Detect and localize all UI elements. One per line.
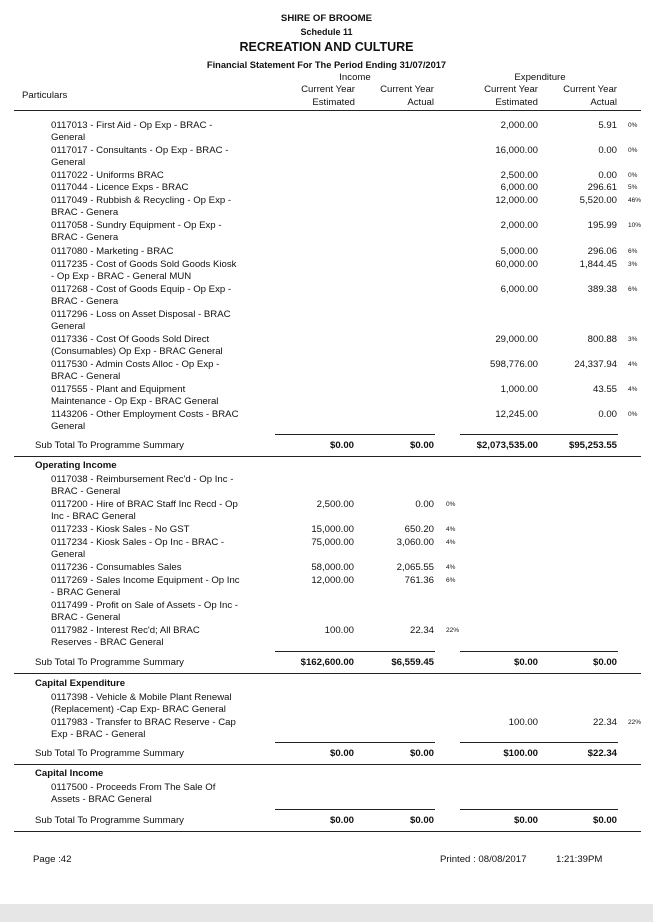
account-description: 0117044 - Licence Exps - BRAC xyxy=(51,182,189,193)
account-description: 0117982 - Interest Rec'd; All BRAC xyxy=(51,625,200,636)
expenditure-actual-value: 389.38 xyxy=(587,284,617,295)
org-name: SHIRE OF BROOME xyxy=(280,13,373,24)
income-estimated-value: 100.00 xyxy=(324,625,354,636)
subtotal-income-estimated: $162,600.00 xyxy=(300,657,354,668)
subtotal-income-estimated: $0.00 xyxy=(329,440,354,451)
account-description: Exp - BRAC - General xyxy=(51,729,146,741)
account-description: 0117983 - Transfer to BRAC Reserve - Cap xyxy=(51,717,236,728)
expenditure-estimated-value: 2,000.00 xyxy=(500,220,538,231)
expenditure-estimated-value: 29,000.00 xyxy=(495,334,538,345)
subtotal-expenditure-estimated: $0.00 xyxy=(513,657,538,668)
expenditure-estimated-value: 598,776.00 xyxy=(489,359,538,370)
subtotal-income-actual: $0.00 xyxy=(409,748,434,759)
expenditure-percent: 3% xyxy=(628,336,638,343)
income-estimated-header-line1: Current Year xyxy=(301,84,355,95)
printed-date: Printed : 08/08/2017 xyxy=(440,854,527,865)
expenditure-estimated-value: 2,500.00 xyxy=(500,170,538,181)
income-percent: 22% xyxy=(446,627,460,634)
expenditure-header: Expenditure xyxy=(514,72,566,83)
subtotal-label: Sub Total To Programme Summary xyxy=(35,815,184,826)
account-description: BRAC - Genera xyxy=(51,296,119,308)
printed-time: 1:21:39PM xyxy=(556,854,603,865)
income-estimated-header-line2: Estimated xyxy=(312,97,355,108)
subtotal-rule-expenditure xyxy=(460,651,618,652)
expenditure-estimated-value: 60,000.00 xyxy=(495,259,538,270)
expenditure-actual-value: 0.00 xyxy=(598,145,617,156)
expenditure-percent: 6% xyxy=(628,286,638,293)
account-description: 0117296 - Loss on Asset Disposal - BRAC xyxy=(51,309,231,320)
expenditure-estimated-header-line2: Estimated xyxy=(495,97,538,108)
header-divider xyxy=(14,110,641,111)
subtotal-income-actual: $6,559.45 xyxy=(391,657,434,668)
particulars-header: Particulars xyxy=(22,90,68,101)
account-description: - BRAC General xyxy=(51,587,121,599)
account-description: Reserves - BRAC General xyxy=(51,637,164,649)
expenditure-estimated-value: 5,000.00 xyxy=(500,246,538,257)
account-description: 0117080 - Marketing - BRAC xyxy=(51,246,174,257)
page-number: Page :42 xyxy=(33,854,72,865)
income-percent: 0% xyxy=(446,501,456,508)
expenditure-estimated-value: 16,000.00 xyxy=(495,145,538,156)
income-actual-value: 650.20 xyxy=(404,524,434,535)
income-percent: 4% xyxy=(446,539,456,546)
expenditure-percent: 0% xyxy=(628,122,638,129)
account-description: 0117269 - Sales Income Equipment - Op Inc xyxy=(51,575,240,586)
account-description: 0117336 - Cost Of Goods Sold Direct xyxy=(51,334,210,345)
income-estimated-value: 12,000.00 xyxy=(311,575,354,586)
expenditure-actual-header-line2: Actual xyxy=(590,97,617,108)
expenditure-percent: 0% xyxy=(628,172,638,179)
subtotal-expenditure-actual: $95,253.55 xyxy=(568,440,617,451)
expenditure-estimated-value: 12,000.00 xyxy=(495,195,538,206)
income-actual-header-line2: Actual xyxy=(407,97,434,108)
account-description: 0117235 - Cost of Goods Sold Goods Kiosk xyxy=(51,259,237,270)
account-description: 0117236 - Consumables Sales xyxy=(51,562,182,573)
subtotal-label: Sub Total To Programme Summary xyxy=(35,657,184,668)
section-heading: Operating Income xyxy=(35,460,117,471)
report-title: RECREATION AND CULTURE xyxy=(239,40,414,54)
expenditure-estimated-value: 2,000.00 xyxy=(500,120,538,131)
subtotal-divider xyxy=(14,456,641,457)
subtotal-income-actual: $0.00 xyxy=(409,815,434,826)
subtotal-rule-income xyxy=(275,809,435,810)
expenditure-percent: 6% xyxy=(628,248,638,255)
account-description: BRAC - General xyxy=(51,371,121,383)
income-actual-value: 2,065.55 xyxy=(396,562,434,573)
expenditure-percent: 3% xyxy=(628,261,638,268)
expenditure-actual-value: 43.55 xyxy=(592,384,617,395)
expenditure-actual-value: 0.00 xyxy=(598,170,617,181)
subtotal-expenditure-actual: $22.34 xyxy=(587,748,617,759)
subtotal-income-actual: $0.00 xyxy=(409,440,434,451)
account-description: 0117555 - Plant and Equipment xyxy=(51,384,186,395)
account-description: General xyxy=(51,421,86,433)
expenditure-estimated-header-line1: Current Year xyxy=(484,84,538,95)
income-percent: 4% xyxy=(446,526,456,533)
account-description: 0117017 - Consultants - Op Exp - BRAC - xyxy=(51,145,229,156)
expenditure-percent: 4% xyxy=(628,361,638,368)
expenditure-actual-value: 296.61 xyxy=(587,182,617,193)
account-description: 0117233 - Kiosk Sales - No GST xyxy=(51,524,190,535)
expenditure-actual-header-line1: Current Year xyxy=(563,84,617,95)
subtotal-expenditure-estimated: $2,073,535.00 xyxy=(476,440,538,451)
account-description: Maintenance - Op Exp - BRAC General xyxy=(51,396,219,408)
expenditure-actual-value: 5,520.00 xyxy=(579,195,617,206)
section-heading: Capital Expenditure xyxy=(35,678,126,689)
account-description: 0117049 - Rubbish & Recycling - Op Exp - xyxy=(51,195,232,206)
income-header: Income xyxy=(339,72,371,83)
expenditure-percent: 46% xyxy=(628,197,642,204)
account-description: General xyxy=(51,132,86,144)
account-description: 0117500 - Proceeds From The Sale Of xyxy=(51,782,216,793)
account-description: 0117398 - Vehicle & Mobile Plant Renewal xyxy=(51,692,232,703)
expenditure-percent: 0% xyxy=(628,411,638,418)
account-description: General xyxy=(51,321,86,333)
account-description: 0117499 - Profit on Sale of Assets - Op Inc - xyxy=(51,600,238,611)
expenditure-actual-value: 296.06 xyxy=(587,246,617,257)
subtotal-expenditure-actual: $0.00 xyxy=(592,815,617,826)
subtotal-expenditure-estimated: $100.00 xyxy=(503,748,538,759)
report-subtitle: Financial Statement For The Period Ending 31/07/2017 xyxy=(206,60,447,70)
account-description: (Consumables) Op Exp - BRAC General xyxy=(51,346,223,358)
expenditure-estimated-value: 12,245.00 xyxy=(495,409,538,420)
subtotal-expenditure-actual: $0.00 xyxy=(592,657,617,668)
account-description: 0117200 - Hire of BRAC Staff Inc Recd - Op xyxy=(51,499,238,510)
subtotal-rule-expenditure xyxy=(460,434,618,435)
income-actual-value: 3,060.00 xyxy=(396,537,434,548)
subtotal-label: Sub Total To Programme Summary xyxy=(35,440,184,451)
account-description: - Op Exp - BRAC - General MUN xyxy=(51,271,192,283)
account-description: BRAC - General xyxy=(51,486,121,498)
subtotal-divider xyxy=(14,673,641,674)
schedule-label: Schedule 11 xyxy=(300,27,353,37)
expenditure-percent: 4% xyxy=(628,386,638,393)
page-bottom-edge xyxy=(0,904,653,922)
subtotal-rule-income xyxy=(275,651,435,652)
expenditure-actual-value: 195.99 xyxy=(587,220,617,231)
account-description: 0117038 - Reimbursement Rec'd - Op Inc - xyxy=(51,474,234,485)
income-estimated-value: 58,000.00 xyxy=(311,562,354,573)
income-estimated-value: 75,000.00 xyxy=(311,537,354,548)
expenditure-actual-value: 0.00 xyxy=(598,409,617,420)
income-percent: 6% xyxy=(446,577,456,584)
account-description: 0117234 - Kiosk Sales - Op Inc - BRAC - xyxy=(51,537,225,548)
subtotal-label: Sub Total To Programme Summary xyxy=(35,748,184,759)
account-description: BRAC - General xyxy=(51,612,121,624)
income-actual-value: 0.00 xyxy=(415,499,434,510)
account-description: BRAC - Genera xyxy=(51,232,119,244)
subtotal-divider xyxy=(14,831,641,832)
subtotal-rule-income xyxy=(275,742,435,743)
expenditure-actual-value: 5.91 xyxy=(598,120,617,131)
account-description: Inc - BRAC General xyxy=(51,511,136,523)
expenditure-estimated-value: 6,000.00 xyxy=(500,182,538,193)
subtotal-income-estimated: $0.00 xyxy=(329,815,354,826)
income-actual-header-line1: Current Year xyxy=(380,84,434,95)
income-percent: 4% xyxy=(446,564,456,571)
expenditure-actual-value: 1,844.45 xyxy=(579,259,617,270)
subtotal-expenditure-estimated: $0.00 xyxy=(513,815,538,826)
expenditure-percent: 5% xyxy=(628,184,638,191)
account-description: General xyxy=(51,549,86,561)
account-description: BRAC - Genera xyxy=(51,207,119,219)
subtotal-rule-income xyxy=(275,434,435,435)
account-description: General xyxy=(51,157,86,169)
expenditure-actual-value: 24,337.94 xyxy=(574,359,617,370)
subtotal-divider xyxy=(14,764,641,765)
expenditure-estimated-value: 1,000.00 xyxy=(500,384,538,395)
account-description: 0117268 - Cost of Goods Equip - Op Exp - xyxy=(51,284,232,295)
income-actual-value: 761.36 xyxy=(404,575,434,586)
expenditure-percent: 10% xyxy=(628,222,642,229)
income-estimated-value: 15,000.00 xyxy=(311,524,354,535)
expenditure-estimated-value: 6,000.00 xyxy=(500,284,538,295)
income-estimated-value: 2,500.00 xyxy=(316,499,354,510)
account-description: 0117530 - Admin Costs Alloc - Op Exp - xyxy=(51,359,220,370)
expenditure-actual-value: 22.34 xyxy=(592,717,617,728)
account-description: (Replacement) -Cap Exp- BRAC General xyxy=(51,704,226,716)
expenditure-estimated-value: 100.00 xyxy=(508,717,538,728)
expenditure-percent: 22% xyxy=(628,719,642,726)
income-actual-value: 22.34 xyxy=(409,625,434,636)
account-description: 0117022 - Uniforms BRAC xyxy=(51,170,164,181)
subtotal-rule-expenditure xyxy=(460,809,618,810)
account-description: 1143206 - Other Employment Costs - BRAC xyxy=(51,409,239,420)
account-description: 0117013 - First Aid - Op Exp - BRAC - xyxy=(51,120,213,131)
section-heading: Capital Income xyxy=(35,768,104,779)
account-description: 0117058 - Sundry Equipment - Op Exp - xyxy=(51,220,222,231)
expenditure-actual-value: 800.88 xyxy=(587,334,617,345)
account-description: Assets - BRAC General xyxy=(51,794,152,806)
subtotal-rule-expenditure xyxy=(460,742,618,743)
subtotal-income-estimated: $0.00 xyxy=(329,748,354,759)
expenditure-percent: 0% xyxy=(628,147,638,154)
